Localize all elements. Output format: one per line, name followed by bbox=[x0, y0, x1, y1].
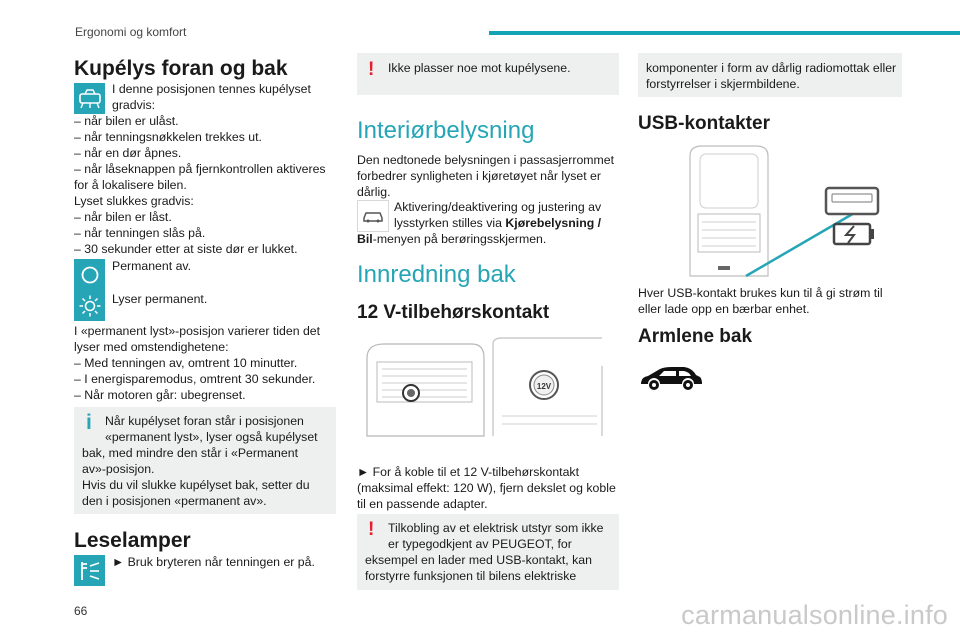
text-line: er typegodkjent av PEUGEOT, for bbox=[388, 537, 572, 551]
usb-port-illustration bbox=[686, 142, 886, 280]
list-item: – når låseknappen på fjernkontrollen aktiveres bbox=[74, 162, 326, 176]
list-item: – når tenningsnøkkelen trekkes ut. bbox=[74, 130, 262, 144]
text-line: Hver USB-kontakt brukes kun til å gi strøm til bbox=[638, 286, 883, 300]
heading-usb-ports: USB-kontakter bbox=[638, 113, 770, 134]
list-item: – Med tenningen av, omtrent 10 minutter. bbox=[74, 356, 298, 370]
text-line: Lyset slukkes gradvis: bbox=[74, 194, 194, 208]
list-item: – 30 sekunder etter at siste dør er lukket. bbox=[74, 242, 298, 256]
socket-12v-illustration bbox=[362, 336, 612, 446]
text-line: Lyser permanent. bbox=[112, 292, 208, 306]
sun-on-icon bbox=[74, 290, 105, 321]
text-line: gradvis: bbox=[112, 98, 156, 112]
list-item: – når bilen er låst. bbox=[74, 210, 172, 224]
text-line: Permanent av. bbox=[112, 259, 192, 273]
heading-rear-fittings: Innredning bak bbox=[357, 261, 516, 288]
heading-ambient-lighting: Interiørbelysning bbox=[357, 117, 535, 144]
car-menu-icon bbox=[357, 200, 389, 232]
text-line: Aktivering/deaktivering og justering av bbox=[394, 200, 602, 214]
warning-icon: ! bbox=[368, 59, 375, 80]
text-line: for å lokalisere bilen. bbox=[74, 178, 187, 192]
text-line: «permanent lyst», lyser også kupélyset bbox=[105, 430, 318, 444]
text-line: lyser med omstendighetene: bbox=[74, 340, 229, 354]
heading-reading-lamps: Leselamper bbox=[74, 529, 191, 552]
list-item: – Når motoren går: ubegrenset. bbox=[74, 388, 246, 402]
info-icon: i bbox=[86, 411, 92, 434]
heading-rear-armrest: Armlene bak bbox=[638, 326, 753, 347]
text-line: Når kupélyset foran står i posisjonen bbox=[105, 414, 304, 428]
text-line: I «permanent lyst»-posisjon varierer tiden det bbox=[74, 324, 321, 338]
heading-12v-socket: 12 V-tilbehørskontakt bbox=[357, 302, 550, 323]
text-line: eksempel en lader med USB-kontakt, kan bbox=[365, 553, 592, 567]
warning-icon: ! bbox=[368, 519, 375, 540]
list-item: – når bilen er ulåst. bbox=[74, 114, 179, 128]
text-line: forstyrre funksjonen til bilens elektriske bbox=[365, 569, 577, 583]
text-line: til en passende adapter. bbox=[357, 497, 488, 511]
list-item: – når tenningen slås på. bbox=[74, 226, 206, 240]
list-item: – når en dør åpnes. bbox=[74, 146, 182, 160]
text-line: forbedrer synligheten i kjøretøyet når lyset er bbox=[357, 169, 601, 183]
text-line: bak, med mindre den står i «Permanent bbox=[82, 446, 298, 460]
text-line: av»-posisjon. bbox=[82, 462, 155, 476]
text-line: Hvis du vil slukke kupélyset bak, setter du bbox=[82, 478, 310, 492]
reading-lamp-icon bbox=[74, 555, 105, 586]
text-line: Den nedtonede belysningen i passasjerrommet bbox=[357, 153, 615, 167]
door-light-icon bbox=[74, 83, 105, 114]
watermark: carmanualsonline.info bbox=[681, 600, 948, 630]
text-line: eller lade opp en bærbar enhet. bbox=[638, 302, 810, 316]
instruction-step: ► For å koble til et 12 V-tilbehørskontakt bbox=[357, 465, 579, 479]
text-line: lysstyrken stilles via Kjørebelysning / bbox=[394, 216, 602, 230]
list-item: – I energisparemodus, omtrent 30 sekunder. bbox=[74, 372, 316, 386]
page-number: 66 bbox=[74, 604, 88, 618]
circle-off-icon bbox=[74, 259, 105, 290]
text-line: dårlig. bbox=[357, 185, 391, 199]
text-line: Tilkobling av et elektrisk utstyr som ikke bbox=[388, 521, 604, 535]
car-body-icon bbox=[638, 364, 704, 392]
text-line: forstyrrelser i skjermbildene. bbox=[646, 77, 800, 91]
text-line: (maksimal effekt: 120 W), fjern dekslet og koble bbox=[357, 481, 616, 495]
text-line: Ikke plasser noe mot kupélysene. bbox=[388, 61, 571, 75]
text-line: I denne posisjonen tennes kupélyset bbox=[112, 82, 311, 96]
running-header: Ergonomi og komfort bbox=[75, 25, 187, 39]
text-line: komponenter i form av dårlig radiomottak eller bbox=[646, 61, 897, 75]
heading-courtesy-lamps: Kupélys foran og bak bbox=[74, 57, 288, 80]
text-line: den i posisjonen «permanent av». bbox=[82, 494, 267, 508]
header-accent-bar bbox=[489, 31, 960, 35]
socket-label: 12V bbox=[536, 382, 552, 391]
text-line: ► Bruk bryteren når tenningen er på. bbox=[112, 555, 315, 569]
text-line: Bil-menyen på berøringsskjermen. bbox=[357, 232, 547, 246]
